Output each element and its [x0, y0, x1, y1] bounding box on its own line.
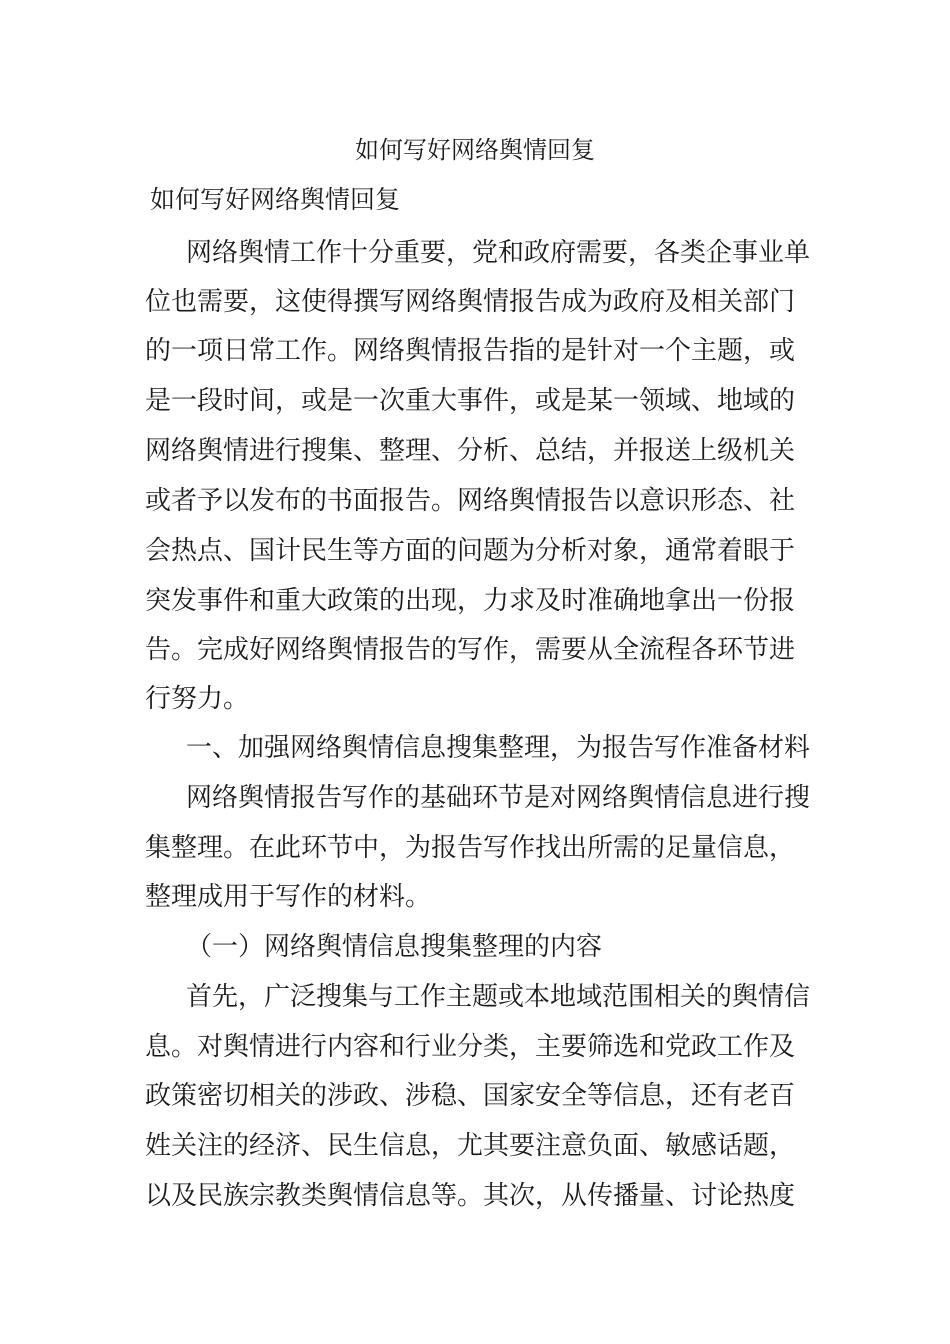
paragraph-2-line-3: 整理成用于写作的材料。	[145, 882, 432, 912]
paragraph-2-line-1: 网络舆情报告写作的基础环节是对网络舆情信息进行搜	[186, 783, 810, 813]
paragraph-3-line-3: 政策密切相关的涉政、涉稳、国家安全等信息，还有老百	[145, 1081, 796, 1111]
paragraph-1-line-4: 是一段时间，或是一次重大事件，或是某一领域、地域的	[145, 386, 796, 416]
paragraph-1-line-5: 网络舆情进行搜集、整理、分析、总结，并报送上级机关	[145, 436, 796, 466]
section-heading-1: 一、加强网络舆情信息搜集整理，为报告写作准备材料	[186, 733, 810, 763]
paragraph-3-line-4: 姓关注的经济、民生信息，尤其要注意负面、敏感话题，	[145, 1131, 796, 1161]
paragraph-1-line-2: 位也需要，这使得撰写网络舆情报告成为政府及相关部门	[145, 287, 796, 317]
paragraph-1-line-1: 网络舆情工作十分重要，党和政府需要，各类企事业单	[186, 238, 810, 268]
paragraph-2-line-2: 集整理。在此环节中，为报告写作找出所需的足量信息，	[145, 833, 796, 863]
subsection-heading-1: （一）网络舆情信息搜集整理的内容	[186, 932, 603, 962]
paragraph-3-line-1: 首先，广泛搜集与工作主题或本地域范围相关的舆情信	[186, 982, 810, 1012]
paragraph-1-line-10: 行努力。	[145, 684, 250, 714]
paragraph-1-line-3: 的一项日常工作。网络舆情报告指的是针对一个主题，或	[145, 336, 796, 366]
paragraph-1-line-6: 或者予以发布的书面报告。网络舆情报告以意识形态、社	[145, 486, 796, 516]
document-title: 如何写好网络舆情回复	[355, 136, 595, 164]
document-subtitle: 如何写好网络舆情回复	[150, 185, 401, 214]
paragraph-1-line-7: 会热点、国计民生等方面的问题为分析对象，通常着眼于	[145, 536, 796, 566]
paragraph-1-line-8: 突发事件和重大政策的出现，力求及时准确地拿出一份报	[145, 586, 796, 616]
paragraph-1-line-9: 告。完成好网络舆情报告的写作，需要从全流程各环节进	[145, 635, 796, 665]
paragraph-3-line-2: 息。对舆情进行内容和行业分类，主要筛选和党政工作及	[145, 1032, 796, 1062]
paragraph-3-line-5: 以及民族宗教类舆情信息等。其次，从传播量、讨论热度	[145, 1181, 796, 1211]
